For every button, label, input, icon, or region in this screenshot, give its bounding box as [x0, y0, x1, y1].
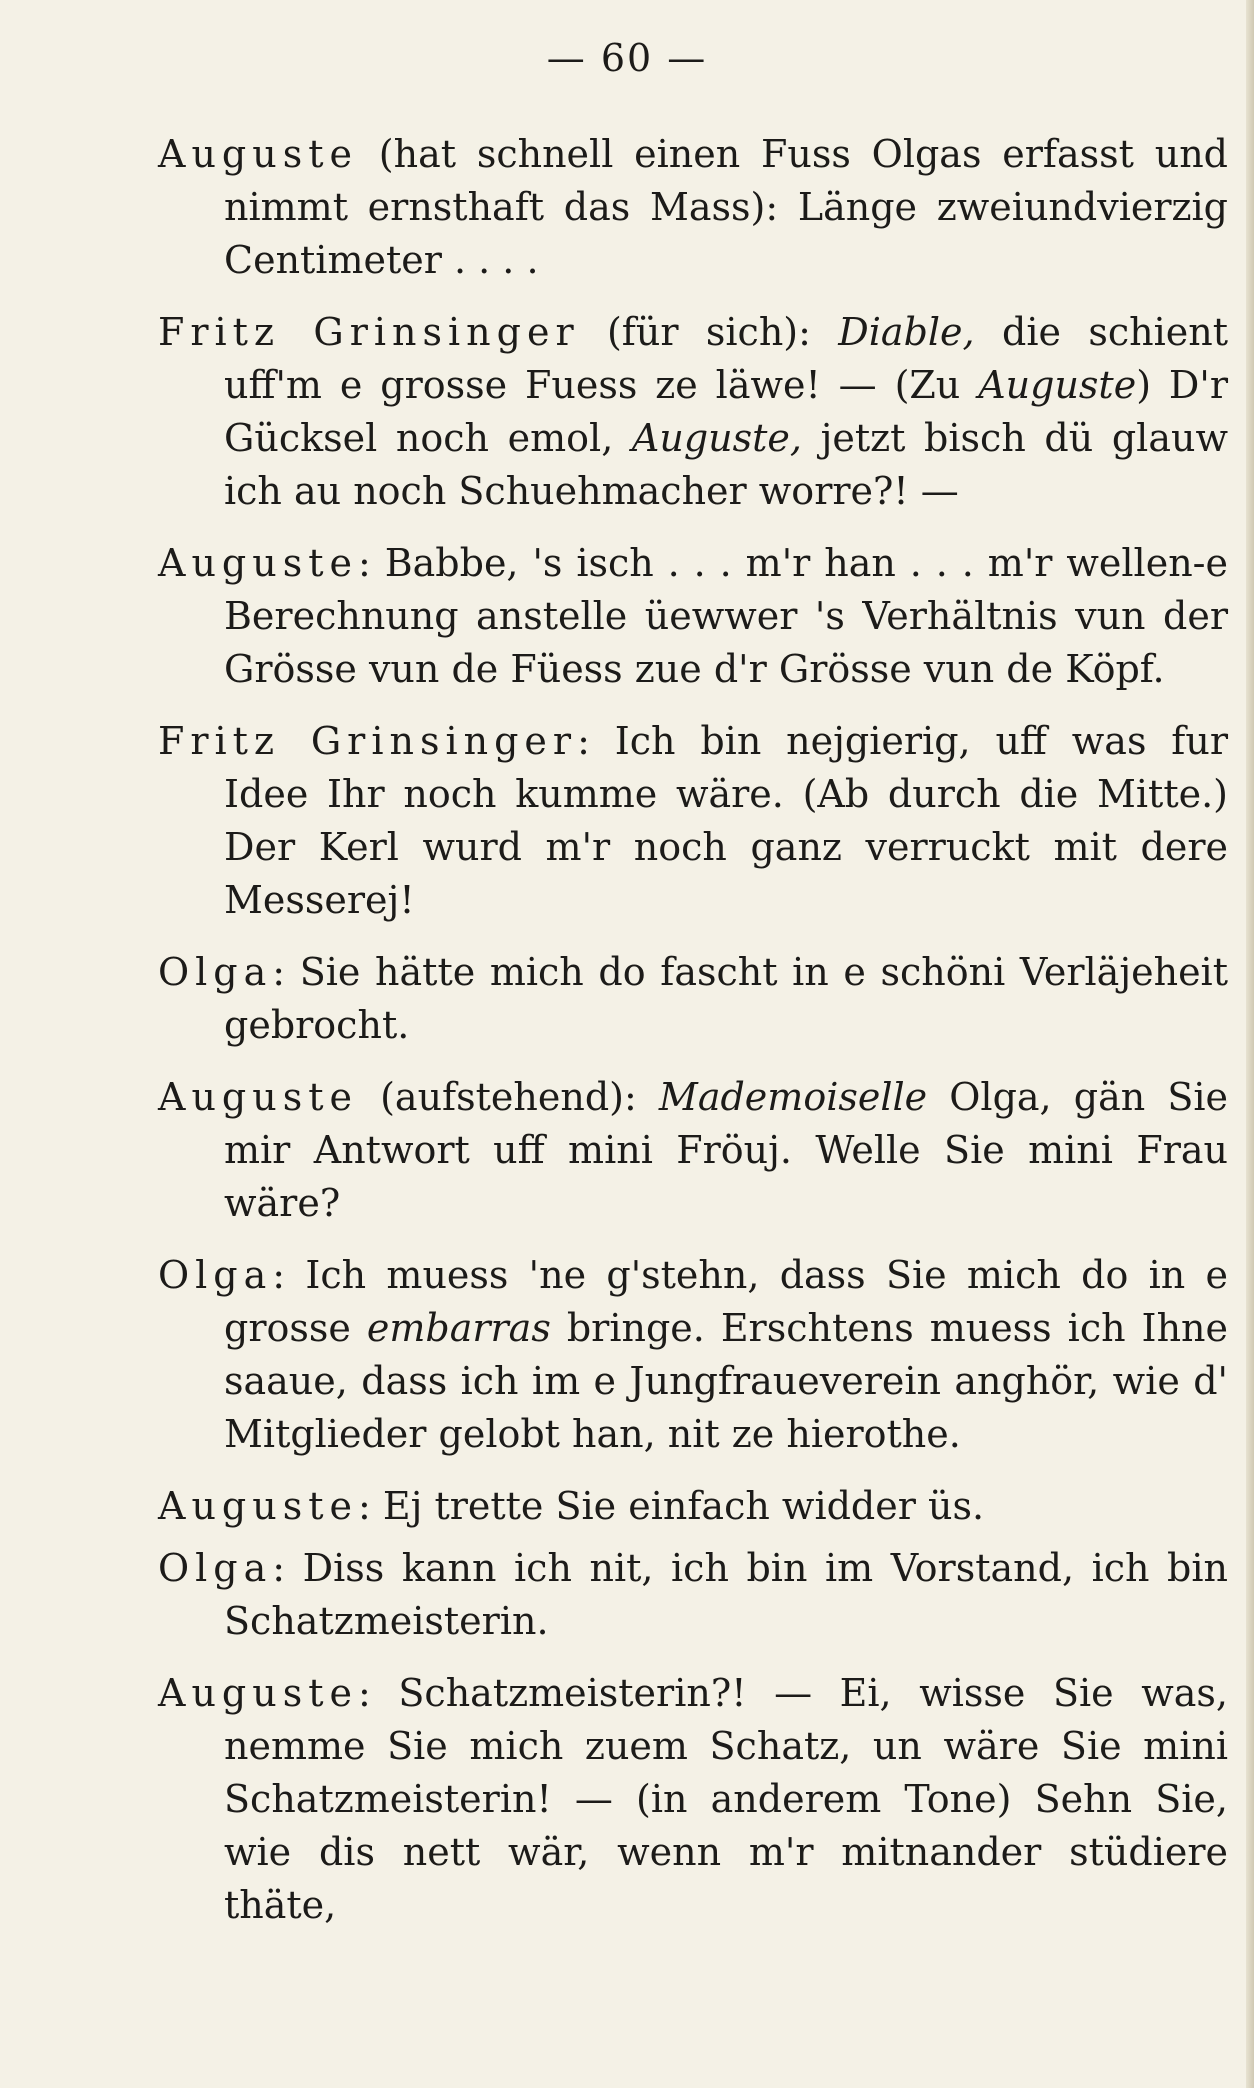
dialogue-text: (aufstehend):	[357, 1075, 659, 1119]
speaker-name: Fritz Grinsinger	[158, 310, 580, 354]
dialogue-paragraph	[158, 715, 1228, 927]
dialogue-text: die schient uff'm e grosse Fuess ze läwe! — (Zu	[224, 310, 1228, 407]
speaker-name: Olga	[158, 950, 273, 994]
dialogue-text: bringe. Erschtens muess ich Ihne saaue, dass ich im e Jungfraueverein anghör, wie d' Mitglieder gelobt han, nit ze hierothe.	[224, 1306, 1229, 1456]
dialogue-paragraph	[158, 1071, 1228, 1230]
speaker-name: Auguste	[158, 1075, 358, 1119]
speaker-name: Fritz Grinsinger	[158, 719, 578, 763]
dialogue-paragraph	[158, 306, 1228, 518]
dialogue-paragraph	[158, 946, 1228, 1052]
speaker-name: Olga	[158, 1253, 273, 1297]
dialogue-text: (hat schnell einen Fuss Olgas erfasst und nimmt ernsthaft das Mass): Länge zweiundvierzig Centimeter . . . .	[224, 132, 1228, 282]
dialogue-text: : Schatzmeisterin?! — Ei, wisse Sie was, nemme Sie mich zuem Schatz, un wäre Sie mini Schatzmeisterin! — (in anderem Tone) Sehn Sie, wie dis nett wär, wenn m'r mitnander stüdiere thäte,	[224, 1671, 1228, 1927]
dialogue-paragraph	[158, 537, 1228, 696]
dialogue-paragraph	[158, 1249, 1228, 1461]
dialogue-text: : Sie hätte mich do fascht in e schöni Verläjeheit gebrocht.	[224, 950, 1228, 1047]
dialogue-text: ) D'r Gücksel noch emol,	[224, 363, 1228, 460]
speaker-name: Auguste	[158, 541, 358, 585]
dialogue-text: : Ich bin nejgierig, uff was fur Idee Ihr noch kumme wäre. (Ab durch die Mitte.) Der Kerl wurd m'r noch ganz verruckt mit dere Messerej!	[224, 719, 1229, 922]
speaker-name: Olga	[158, 1546, 273, 1590]
italic-text: Mademoiselle	[658, 1075, 928, 1119]
dialogue-text: : Diss kann ich nit, ich bin im Vorstand, ich bin Schatzmeisterin.	[224, 1546, 1228, 1643]
speaker-name: Auguste	[158, 1484, 358, 1528]
dialogue-text: Olga, gän Sie mir Antwort uff mini Fröuj. Welle Sie mini Frau wäre?	[224, 1075, 1229, 1225]
dialogue-paragraph	[158, 1480, 1228, 1533]
dialogue-text: : Ej trette Sie einfach widder üs.	[357, 1484, 985, 1528]
speaker-name: Auguste	[158, 132, 358, 176]
dialogue-text: : Babbe, 's isch . . . m'r han . . . m'r wellen-e Berechnung anstelle üewwer 's Verhältnis vun der Grösse vun de Füess zue d'r Grösse vun de Köpf.	[224, 541, 1228, 691]
italic-text: Auguste,	[631, 416, 802, 460]
dialogue-paragraph	[158, 1667, 1228, 1932]
italic-text: Auguste	[978, 363, 1137, 407]
dialogue-paragraph	[158, 128, 1228, 287]
dialogue-text: : Ich muess 'ne g'stehn, dass Sie mich do in e grosse	[224, 1253, 1228, 1350]
speaker-name: Auguste	[158, 1671, 358, 1715]
page-edge-shadow	[1246, 0, 1254, 2088]
dialogue-paragraph	[158, 1542, 1228, 1648]
italic-text: embarras	[366, 1306, 551, 1350]
page-number: — 60 —	[546, 36, 708, 80]
play-text	[158, 128, 1228, 1951]
dialogue-text: jetzt bisch dü glauw ich au noch Schuehmacher worre?! —	[224, 416, 1228, 513]
dialogue-text: (für sich):	[579, 310, 839, 354]
italic-text: Diable,	[838, 310, 975, 354]
